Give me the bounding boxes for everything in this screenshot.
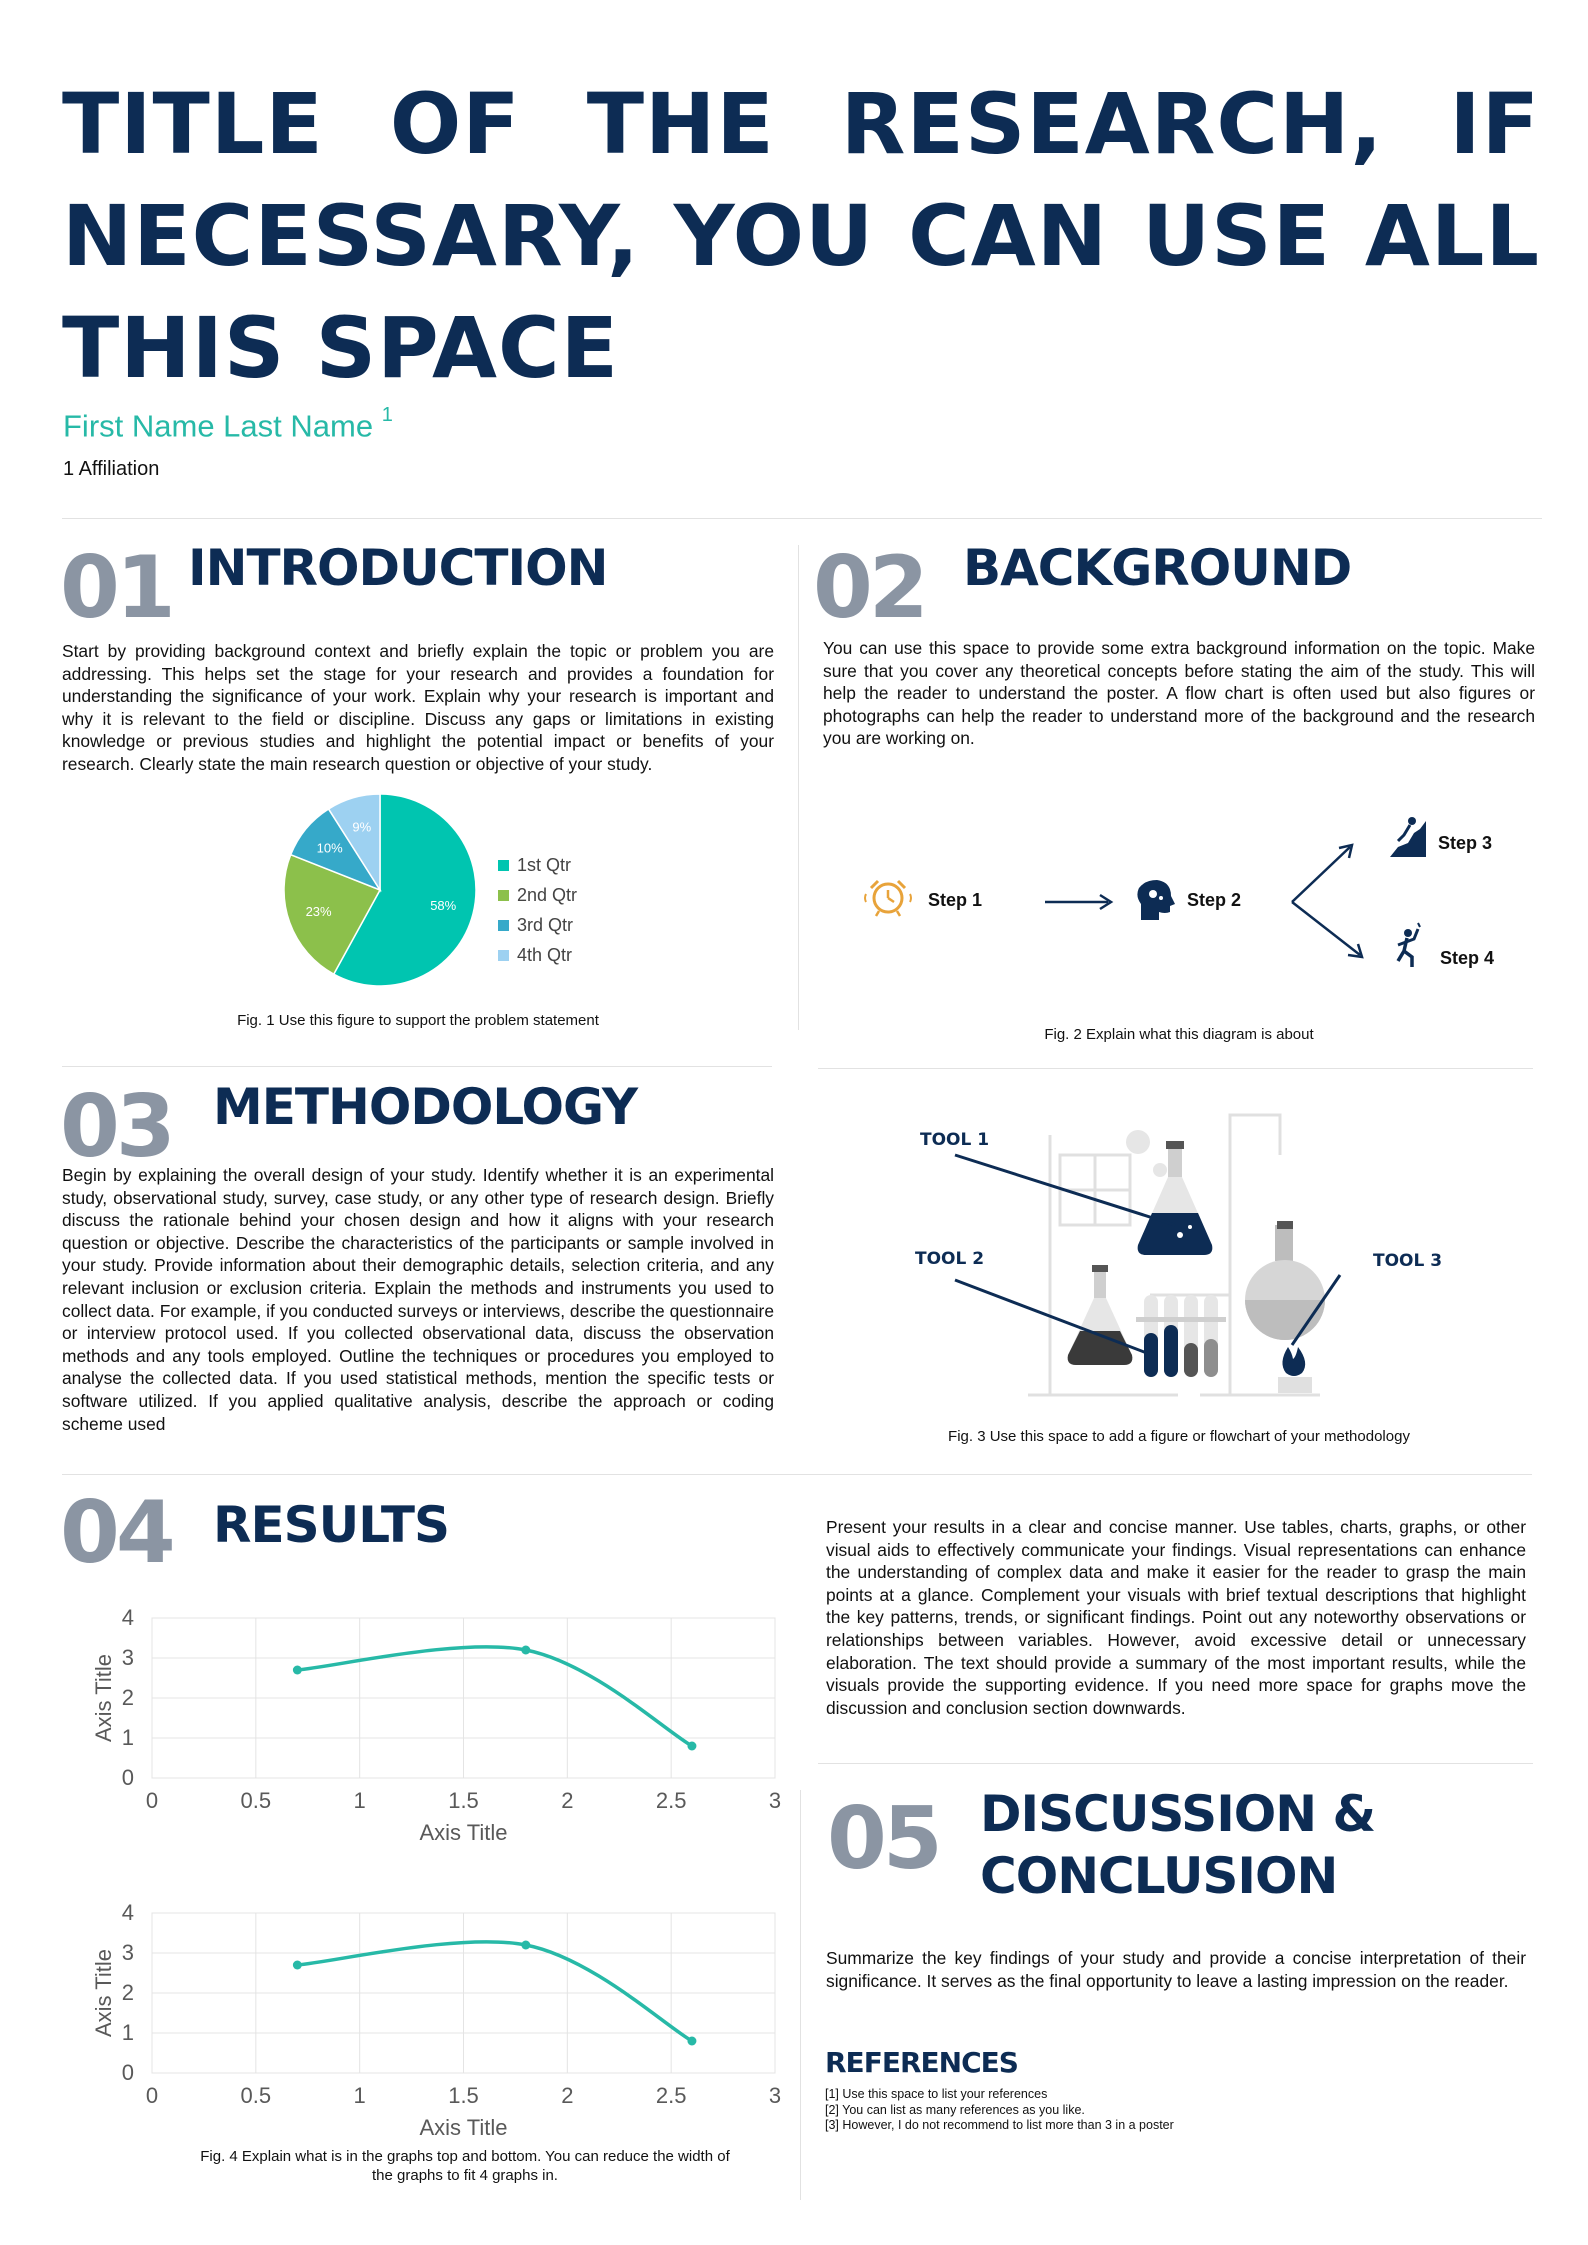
background-text: You can use this space to provide some extra background information on the topic. Make sure that you cover any theoretical concepts before stating the aim of the study. This will help the reader to understand the poster. A flow chart is often used but also figures or photographs can help the reader to understand more of the background and the research you are working on.	[823, 638, 1535, 749]
y-axis-title: Axis Title	[91, 1948, 116, 2038]
section-title-introduction: INTRODUCTION	[188, 539, 608, 597]
test-tubes-icon	[1136, 1295, 1226, 1377]
x-tick-label: 2	[561, 1788, 574, 1813]
x-tick-label: 1	[353, 2083, 366, 2108]
tool-3-label: TOOL 3	[1373, 1251, 1443, 1271]
y-tick-label: 1	[121, 2020, 134, 2045]
tool-1-label: TOOL 1	[920, 1130, 990, 1150]
data-point	[521, 1941, 530, 1950]
x-tick-label: 2.5	[655, 1788, 687, 1813]
running-person-icon	[1398, 923, 1420, 967]
x-tick-label: 0.5	[240, 2083, 272, 2108]
data-point	[687, 1742, 696, 1751]
author-affiliation-marker: 1	[381, 404, 393, 426]
section-number-03: 03	[60, 1077, 172, 1177]
poster-title: TITLE OF THE RESEARCH, IF NECESSARY, YOU CAN USE ALL THIS SPACE	[62, 75, 1540, 397]
y-tick-label: 3	[121, 1940, 134, 1965]
results-chart-top	[85, 1598, 795, 1848]
step-3-label: Step 3	[1438, 833, 1493, 853]
section-title-discussion-line2: CONCLUSION	[980, 1847, 1338, 1905]
step-2-label: Step 2	[1187, 890, 1242, 910]
x-tick-label: 0	[145, 1788, 159, 1813]
legend-item	[498, 910, 577, 940]
section-title-results: RESULTS	[213, 1496, 449, 1554]
pie-data-label: 23%	[305, 904, 332, 920]
y-tick-label: 2	[121, 1685, 134, 1710]
reference-item: [3] However, I do not recommend to list more than 3 in a poster	[825, 2118, 1174, 2132]
column-divider-top	[798, 545, 799, 1030]
column-divider-bottom	[800, 1790, 801, 2200]
x-tick-label: 2	[561, 2083, 574, 2108]
x-axis-title: Axis Title	[419, 1820, 508, 1845]
figure-1-caption: Fig. 1 Use this figure to support the problem statement	[237, 1012, 599, 1029]
x-axis-title: Axis Title	[419, 2115, 508, 2140]
y-axis-title: Axis Title	[91, 1653, 116, 1743]
x-tick-label: 1	[353, 1788, 366, 1813]
y-tick-label: 2	[121, 1980, 134, 2005]
reference-item: [2] You can list as many references as you like.	[825, 2102, 1085, 2117]
section-divider-methodology	[62, 1474, 1532, 1475]
x-tick-label: 0.5	[240, 1788, 272, 1813]
y-tick-label: 1	[121, 1725, 134, 1750]
x-tick-label: 1.5	[448, 1788, 479, 1813]
tool-1-pointer	[955, 1155, 1175, 1225]
x-tick-label: 0	[145, 2083, 159, 2108]
author-name	[63, 404, 393, 444]
methodology-text: Begin by explaining the overall design of your study. Identify whether it is an experimental study, observational study, survey, case study, or any other type of research design. Briefly discuss the rationale behind your chosen design and how it aligns with your research question or objective. Describe the characteristics of the participants or sample involved in your study. Provide information about their demographic details, selection criteria, and any relevant inclusion or exclusion criteria. Explain the methods and instruments you used to collect data. For example, if you conducted surveys or interviews, describe the questionnaire or interview protocol used. If you collected observational data, discuss the observation methods and any tools employed. Outline the techniques or procedures you employed to analyse the collected data. If you used statistical methods, mention the specific tests or software utilized. If you applied qualitative analysis, describe the approach or coding scheme used	[62, 1165, 774, 1434]
legend-label-2: 2nd Qtr	[517, 884, 578, 905]
pie-chart	[270, 785, 490, 995]
section-title-methodology: METHODOLOGY	[213, 1078, 638, 1136]
bubble-icon	[1153, 1163, 1167, 1177]
results-chart-bottom	[85, 1893, 795, 2143]
legend-label-3: 3rd Qtr	[517, 914, 574, 935]
burner-flame-icon	[1278, 1347, 1312, 1393]
bubble-icon	[1126, 1130, 1150, 1154]
data-point	[293, 1961, 302, 1970]
series-line	[297, 1942, 692, 2041]
head-brain-icon	[1137, 880, 1175, 920]
pie-data-label: 58%	[430, 898, 457, 914]
x-tick-label: 1.5	[448, 2083, 479, 2108]
branch-arrows-icon	[1292, 845, 1362, 957]
section-divider-intro	[62, 1066, 772, 1067]
data-point	[687, 2037, 696, 2046]
legend-swatch-4	[498, 950, 509, 961]
pie-slices	[284, 794, 476, 986]
figure-2-caption: Fig. 2 Explain what this diagram is about	[1044, 1026, 1314, 1043]
data-point	[293, 1666, 302, 1675]
results-text: Present your results in a clear and concise manner. Use tables, charts, graphs, or other visual aids to effectively communicate your findings. Visual representations can enhance the understanding of complex data and make it easier for the reader to grasp the main points at a glance. Complement your visuals with brief textual descriptions that highlight the key patterns, trends, or significant findings. Point out any noteworthy observations or relationships between variables. However, avoid excessive detail or unnecessary elaboration. The text should provide a summary of the most important results, while the visuals provide the supporting evidence. If you need more space for graphs move the discussion and conclusion section downwards.	[826, 1517, 1526, 1718]
section-divider-background	[818, 1068, 1533, 1069]
section-number-05: 05	[827, 1789, 939, 1889]
y-tick-label: 4	[121, 1605, 134, 1630]
x-tick-label: 2.5	[655, 2083, 687, 2108]
legend-label-4: 4th Qtr	[517, 944, 573, 965]
legend-swatch-1	[498, 860, 509, 871]
beaker-flask-icon	[1068, 1265, 1133, 1365]
legend-swatch-2	[498, 890, 509, 901]
figure-3-caption: Fig. 3 Use this space to add a figure or flowchart of your methodology	[948, 1428, 1410, 1445]
section-divider-results-text	[818, 1763, 1533, 1764]
author-name-text: First Name Last Name	[63, 408, 374, 444]
tool-2-label: TOOL 2	[915, 1249, 985, 1269]
reference-item: [1] Use this space to list your references	[825, 2087, 1048, 2101]
step-4-label: Step 4	[1440, 948, 1495, 968]
affiliation: 1 Affiliation	[63, 458, 160, 480]
erlenmeyer-flask-icon	[1138, 1141, 1213, 1255]
references-heading: REFERENCES	[825, 2046, 1018, 2079]
section-number-01: 01	[60, 538, 172, 638]
figure-4-caption: Fig. 4 Explain what is in the graphs top and bottom. You can reduce the width of the graphs to fit 4 graphs in.	[200, 2148, 730, 2184]
round-flask-icon	[1245, 1221, 1325, 1340]
x-tick-label: 3	[768, 2083, 782, 2108]
series-line	[297, 1647, 692, 1746]
legend-item	[498, 850, 577, 880]
pie-data-label: 10%	[316, 840, 343, 856]
y-tick-label: 3	[121, 1645, 134, 1670]
climbing-person-icon	[1390, 817, 1426, 857]
arrow-icon	[1045, 895, 1111, 909]
references-list	[825, 2087, 1174, 2134]
header-divider	[62, 518, 1542, 519]
pie-data-label: 9%	[352, 819, 372, 835]
legend-item	[498, 940, 577, 970]
y-tick-label: 0	[121, 2060, 134, 2085]
line-chart-top	[91, 1605, 781, 1845]
alarm-clock-icon	[865, 881, 911, 916]
legend-item	[498, 880, 577, 910]
section-title-discussion-line1: DISCUSSION &	[980, 1785, 1376, 1843]
tool-2-pointer	[955, 1280, 1152, 1355]
discussion-text: Summarize the key findings of your study and provide a concise interpretation of their significance. It serves as the final opportunity to leave a lasting impression on the reader.	[826, 1948, 1526, 1991]
legend-swatch-3	[498, 920, 509, 931]
y-tick-label: 0	[121, 1765, 134, 1790]
data-point	[521, 1646, 530, 1655]
section-number-02: 02	[813, 538, 925, 638]
legend-label-1: 1st Qtr	[517, 854, 572, 875]
y-tick-label: 4	[121, 1900, 134, 1925]
line-chart-bottom	[91, 1900, 781, 2140]
x-tick-label: 3	[768, 1788, 782, 1813]
step-1-label: Step 1	[928, 890, 983, 910]
section-number-04: 04	[60, 1483, 172, 1583]
introduction-text: Start by providing background context and briefly explain the topic or problem you are addressing. This helps set the stage for your research and provides a foundation for understanding the significance of your work. Explain why your research is important and why it is relevant to the field or discipline. Discuss any gaps or limitations in existing knowledge or previous studies and highlight the potential impact or benefits of your research. Clearly state the main research question or objective of your study.	[62, 641, 774, 774]
section-title-background: BACKGROUND	[963, 539, 1352, 597]
pie-legend	[498, 850, 577, 970]
